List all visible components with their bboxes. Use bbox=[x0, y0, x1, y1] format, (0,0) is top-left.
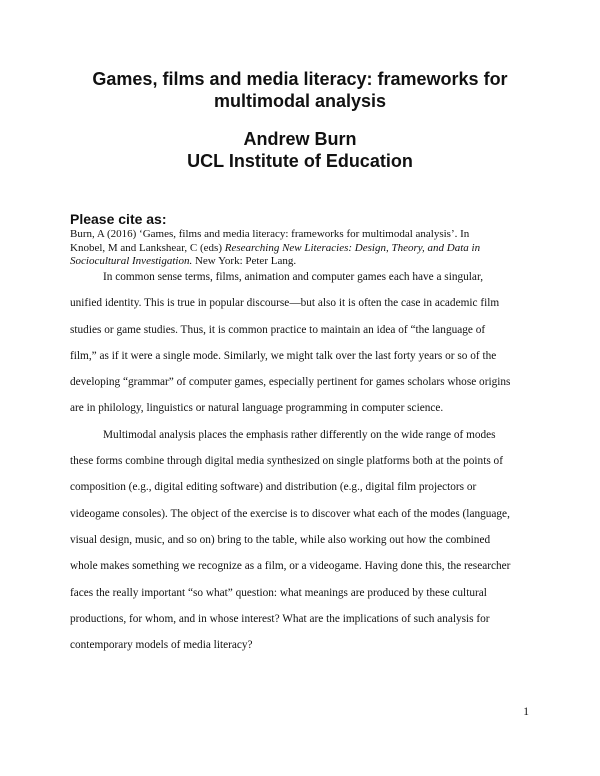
body-line: videogame consoles). The object of the exercise is to discover what each of the modes (language, bbox=[70, 507, 510, 520]
citation-text: Knobel, M and Lankshear, C (eds) bbox=[70, 241, 225, 254]
body-line: film,” as if it were a single mode. Similarly, we might talk over the last forty years or so of the bbox=[70, 349, 497, 362]
body-text bbox=[70, 264, 540, 658]
author-name: Andrew Burn bbox=[243, 129, 357, 149]
body-line: studies or game studies. Thus, it is common practice to maintain an idea of “the language of bbox=[70, 323, 486, 336]
body-line: these forms combine through digital media synthesized on single platforms both at the points of bbox=[70, 455, 503, 468]
document-title bbox=[0, 68, 600, 112]
body-line: whole makes something we recognize as a film, or a videogame. Having done this, the researcher bbox=[70, 560, 511, 573]
author-block bbox=[0, 128, 600, 172]
citation-line bbox=[70, 242, 540, 256]
paragraph-2 bbox=[70, 422, 540, 659]
body-line: Multimodal analysis places the emphasis rather differently on the wide range of modes bbox=[103, 428, 496, 441]
paragraph-1 bbox=[70, 264, 540, 422]
page-number: 1 bbox=[523, 706, 529, 718]
citation-book-title: Researching New Literacies: Design, Theory, and Data in bbox=[224, 241, 481, 254]
citation bbox=[70, 228, 540, 269]
title-line: Games, films and media literacy: frameworks for bbox=[92, 69, 508, 89]
body-line: faces the really important “so what” question: what meanings are produced by these cultural bbox=[70, 586, 487, 599]
body-line: contemporary models of media literacy? bbox=[70, 639, 253, 652]
cite-heading: Please cite as: bbox=[70, 211, 167, 227]
citation-book-title: Sociocultural Investigation. bbox=[70, 255, 193, 267]
citation-publisher: New York: Peter Lang. bbox=[192, 255, 297, 267]
body-line: productions, for whom, and in whose interest? What are the implications of such analysis for bbox=[70, 612, 490, 625]
citation-line: Burn, A (2016) ‘Games, films and media literacy: frameworks for multimodal analysis’. In bbox=[70, 228, 470, 240]
author-affiliation: UCL Institute of Education bbox=[187, 151, 413, 171]
body-line: visual design, music, and so on) bring to the table, while also working out how the combined bbox=[70, 533, 491, 546]
title-line: multimodal analysis bbox=[213, 91, 387, 111]
body-line: composition (e.g., digital editing software) and distribution (e.g., digital film projectors or bbox=[70, 481, 477, 494]
body-line: In common sense terms, films, animation and computer games each have a singular, bbox=[103, 271, 484, 283]
body-line: unified identity. This is true in popular discourse—but also it is often the case in academic film bbox=[70, 297, 500, 310]
body-line: are in philology, linguistics or natural language programming in computer science. bbox=[70, 402, 444, 415]
body-line: developing “grammar” of computer games, especially pertinent for games scholars whose origins bbox=[70, 376, 511, 389]
